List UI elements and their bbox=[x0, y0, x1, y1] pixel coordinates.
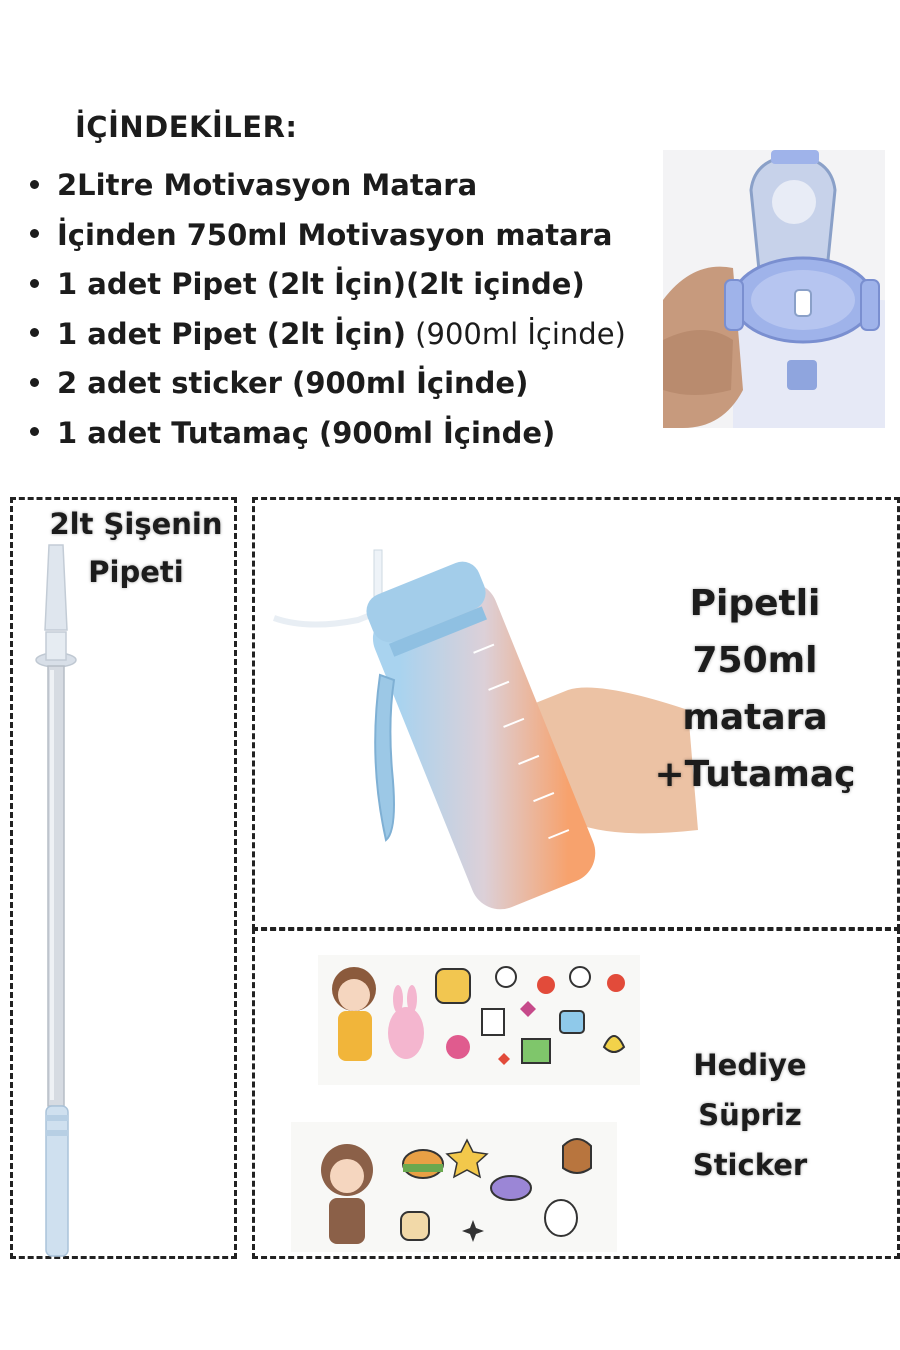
bottle-caption-line2: 750ml bbox=[692, 640, 818, 681]
contents-item bbox=[30, 312, 626, 362]
contents-item-text: 2 adet sticker (900ml İçinde) bbox=[57, 366, 529, 400]
sticker-caption-line1: Hediye bbox=[693, 1048, 807, 1082]
sticker-sheet-1 bbox=[318, 955, 640, 1085]
contents-item-text: 1 adet Pipet (2lt İçin) bbox=[57, 316, 406, 351]
contents-item-note: (900ml İçinde) bbox=[405, 316, 626, 351]
sticker-caption-line2: Süpriz bbox=[698, 1098, 802, 1132]
sticker-caption bbox=[650, 1040, 850, 1190]
contents-item bbox=[30, 262, 626, 312]
contents-item-text: İçinden 750ml Motivasyon matara bbox=[57, 217, 613, 252]
bottle-caption-line4: +Tutamaç bbox=[654, 754, 856, 795]
bullet-icon bbox=[30, 279, 39, 288]
contents-item-text: 2Litre Motivasyon Matara bbox=[57, 168, 478, 202]
contents-item-text: 1 adet Tutamaç (900ml İçinde) bbox=[57, 415, 556, 450]
straw-caption-line2: Pipeti bbox=[88, 555, 184, 589]
contents-list bbox=[30, 163, 626, 460]
bullet-icon bbox=[30, 229, 39, 238]
contents-item bbox=[30, 361, 626, 411]
contents-item-text: 1 adet Pipet (2lt İçin)(2lt içinde) bbox=[57, 267, 585, 301]
contents-item bbox=[30, 213, 626, 263]
bullet-icon bbox=[30, 328, 39, 337]
bottle-caption-line3: matara bbox=[682, 697, 828, 738]
sticker-sheet-2 bbox=[291, 1122, 617, 1252]
bullet-icon bbox=[30, 180, 39, 189]
sticker-caption-line3: Sticker bbox=[692, 1148, 808, 1182]
contents-heading: İÇİNDEKİLER: bbox=[75, 110, 298, 144]
straw-caption bbox=[20, 500, 252, 596]
straw-caption-line1: 2lt Şişenin bbox=[49, 507, 223, 541]
bullet-icon bbox=[30, 427, 39, 436]
bullet-icon bbox=[30, 378, 39, 387]
bottle-caption-line1: Pipetli bbox=[689, 583, 821, 624]
straw-image bbox=[25, 540, 105, 1260]
contents-item bbox=[30, 411, 626, 461]
contents-item bbox=[30, 163, 626, 213]
lid-photo bbox=[663, 150, 885, 428]
bottle-caption bbox=[640, 575, 870, 803]
